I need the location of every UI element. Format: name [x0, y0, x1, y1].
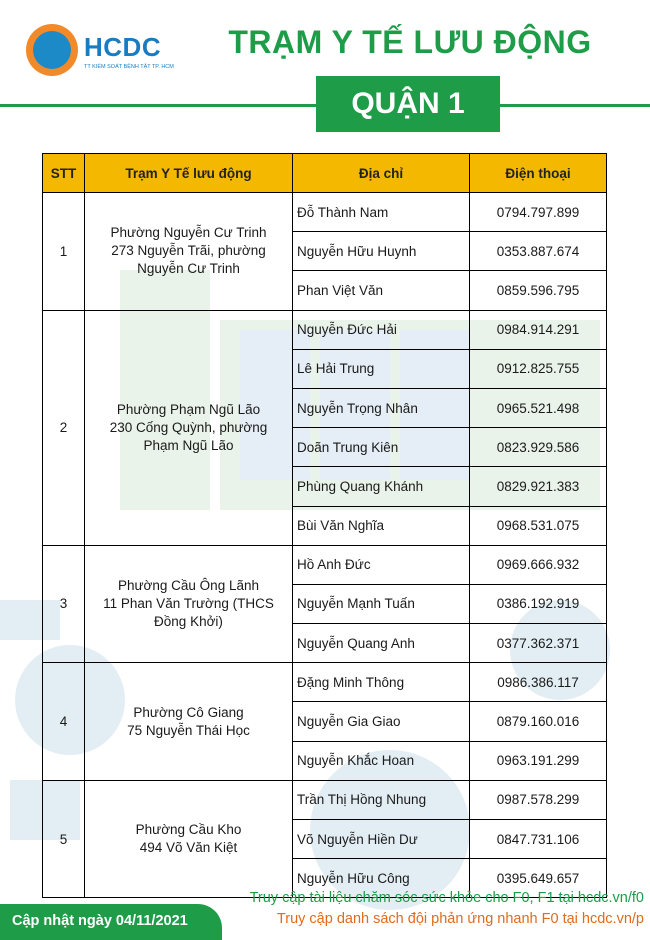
- station-line: 273 Nguyễn Trãi, phường: [111, 243, 266, 259]
- contact-name: Phan Việt Văn: [293, 271, 470, 310]
- contact-name: Lê Hải Trung: [293, 349, 470, 388]
- station-line: Phường Cầu Ông Lãnh: [118, 577, 259, 593]
- contact-phone[interactable]: 0395.649.657: [470, 859, 607, 898]
- contact-name: Bùi Văn Nghĩa: [293, 506, 470, 545]
- footer-link-f0[interactable]: Truy cập tài liệu chăm sóc sức khỏe cho F0, F1 tại hcdc.vn/f0: [249, 890, 644, 906]
- contact-name: Nguyễn Đức Hải: [293, 310, 470, 349]
- station-line: Phường Cô Giang: [133, 704, 244, 720]
- contact-phone[interactable]: 0353.887.674: [470, 232, 607, 271]
- contact-name: Đỗ Thành Nam: [293, 193, 470, 232]
- station-cell: [85, 545, 293, 663]
- station-line: 230 Cống Quỳnh, phường: [109, 419, 268, 435]
- station-cell: [85, 663, 293, 781]
- contact-name: Trần Thị Hồng Nhung: [293, 780, 470, 819]
- contact-phone[interactable]: 0823.929.586: [470, 428, 607, 467]
- hcdc-logo: [26, 24, 174, 82]
- logo-subtitle: TT KIỂM SOÁT BỆNH TẬT TP. HCM: [84, 64, 174, 70]
- contact-name: Hồ Anh Đức: [293, 545, 470, 584]
- stt-cell: 4: [43, 663, 85, 781]
- header-phone: Điện thoại: [470, 154, 607, 193]
- contact-phone[interactable]: 0969.666.932: [470, 545, 607, 584]
- district-badge: QUẬN 1: [316, 76, 500, 132]
- table-row: [43, 193, 607, 232]
- contact-phone[interactable]: 0879.160.016: [470, 702, 607, 741]
- table-row: [43, 545, 607, 584]
- station-cell: [85, 310, 293, 545]
- station-line: 494 Võ Văn Kiệt: [139, 840, 238, 856]
- contact-name: Doãn Trung Kiên: [293, 428, 470, 467]
- station-line: Đồng Khởi): [154, 613, 223, 629]
- contact-phone[interactable]: 0963.191.299: [470, 741, 607, 780]
- table-header-row: [43, 154, 607, 193]
- contact-phone[interactable]: 0386.192.919: [470, 584, 607, 623]
- contact-name: Nguyễn Hữu Công: [293, 859, 470, 898]
- contact-phone[interactable]: 0986.386.117: [470, 663, 607, 702]
- contact-name: Võ Nguyễn Hiền Dư: [293, 820, 470, 859]
- stt-cell: 1: [43, 193, 85, 311]
- contact-name: Đặng Minh Thông: [293, 663, 470, 702]
- update-badge: [0, 904, 222, 940]
- contact-phone[interactable]: 0859.596.795: [470, 271, 607, 310]
- logo-emblem-icon: [26, 24, 78, 76]
- header-address: Địa chỉ: [293, 154, 470, 193]
- contact-phone[interactable]: 0912.825.755: [470, 349, 607, 388]
- contact-phone[interactable]: 0965.521.498: [470, 388, 607, 427]
- header-station: Trạm Y Tế lưu động: [85, 154, 293, 193]
- stt-cell: 3: [43, 545, 85, 663]
- station-line: 75 Nguyễn Thái Học: [127, 722, 250, 738]
- station-line: Phường Cầu Kho: [135, 822, 242, 838]
- mobile-station-table: [42, 153, 607, 898]
- station-cell: [85, 193, 293, 311]
- contact-name: Nguyễn Hữu Huynh: [293, 232, 470, 271]
- contact-name: Nguyễn Gia Giao: [293, 702, 470, 741]
- station-line: Nguyễn Cư Trinh: [137, 261, 240, 277]
- station-line: Phạm Ngũ Lão: [143, 437, 234, 453]
- page-title: TRẠM Y TẾ LƯU ĐỘNG: [228, 24, 592, 60]
- contact-phone[interactable]: 0377.362.371: [470, 624, 607, 663]
- stt-cell: 2: [43, 310, 85, 545]
- station-line: 11 Phan Văn Trường (THCS: [103, 595, 274, 611]
- contact-phone[interactable]: 0984.914.291: [470, 310, 607, 349]
- contact-phone[interactable]: 0794.797.899: [470, 193, 607, 232]
- table-row: [43, 780, 607, 819]
- contact-name: Nguyễn Trọng Nhân: [293, 388, 470, 427]
- header-stt: STT: [43, 154, 85, 193]
- table-row: [43, 310, 607, 349]
- station-line: Phường Nguyễn Cư Trinh: [110, 225, 267, 241]
- contact-name: Nguyễn Khắc Hoan: [293, 741, 470, 780]
- footer-link-rapid-response[interactable]: Truy cập danh sách đội phản ứng nhanh F0 tại hcdc.vn/p: [276, 911, 644, 927]
- header: [0, 0, 650, 140]
- contact-phone[interactable]: 0968.531.075: [470, 506, 607, 545]
- footer: [0, 876, 650, 940]
- contact-phone[interactable]: 0829.921.383: [470, 467, 607, 506]
- contact-name: Nguyễn Quang Anh: [293, 624, 470, 663]
- stt-cell: 5: [43, 780, 85, 898]
- station-line: Phường Phạm Ngũ Lão: [116, 401, 261, 417]
- contact-name: Nguyễn Mạnh Tuấn: [293, 584, 470, 623]
- contact-phone[interactable]: 0847.731.106: [470, 820, 607, 859]
- contact-name: Phùng Quang Khánh: [293, 467, 470, 506]
- table-row: [43, 663, 607, 702]
- logo-text: HCDC: [84, 32, 162, 62]
- update-date: Cập nhật ngày 04/11/2021: [12, 913, 188, 929]
- contact-phone[interactable]: 0987.578.299: [470, 780, 607, 819]
